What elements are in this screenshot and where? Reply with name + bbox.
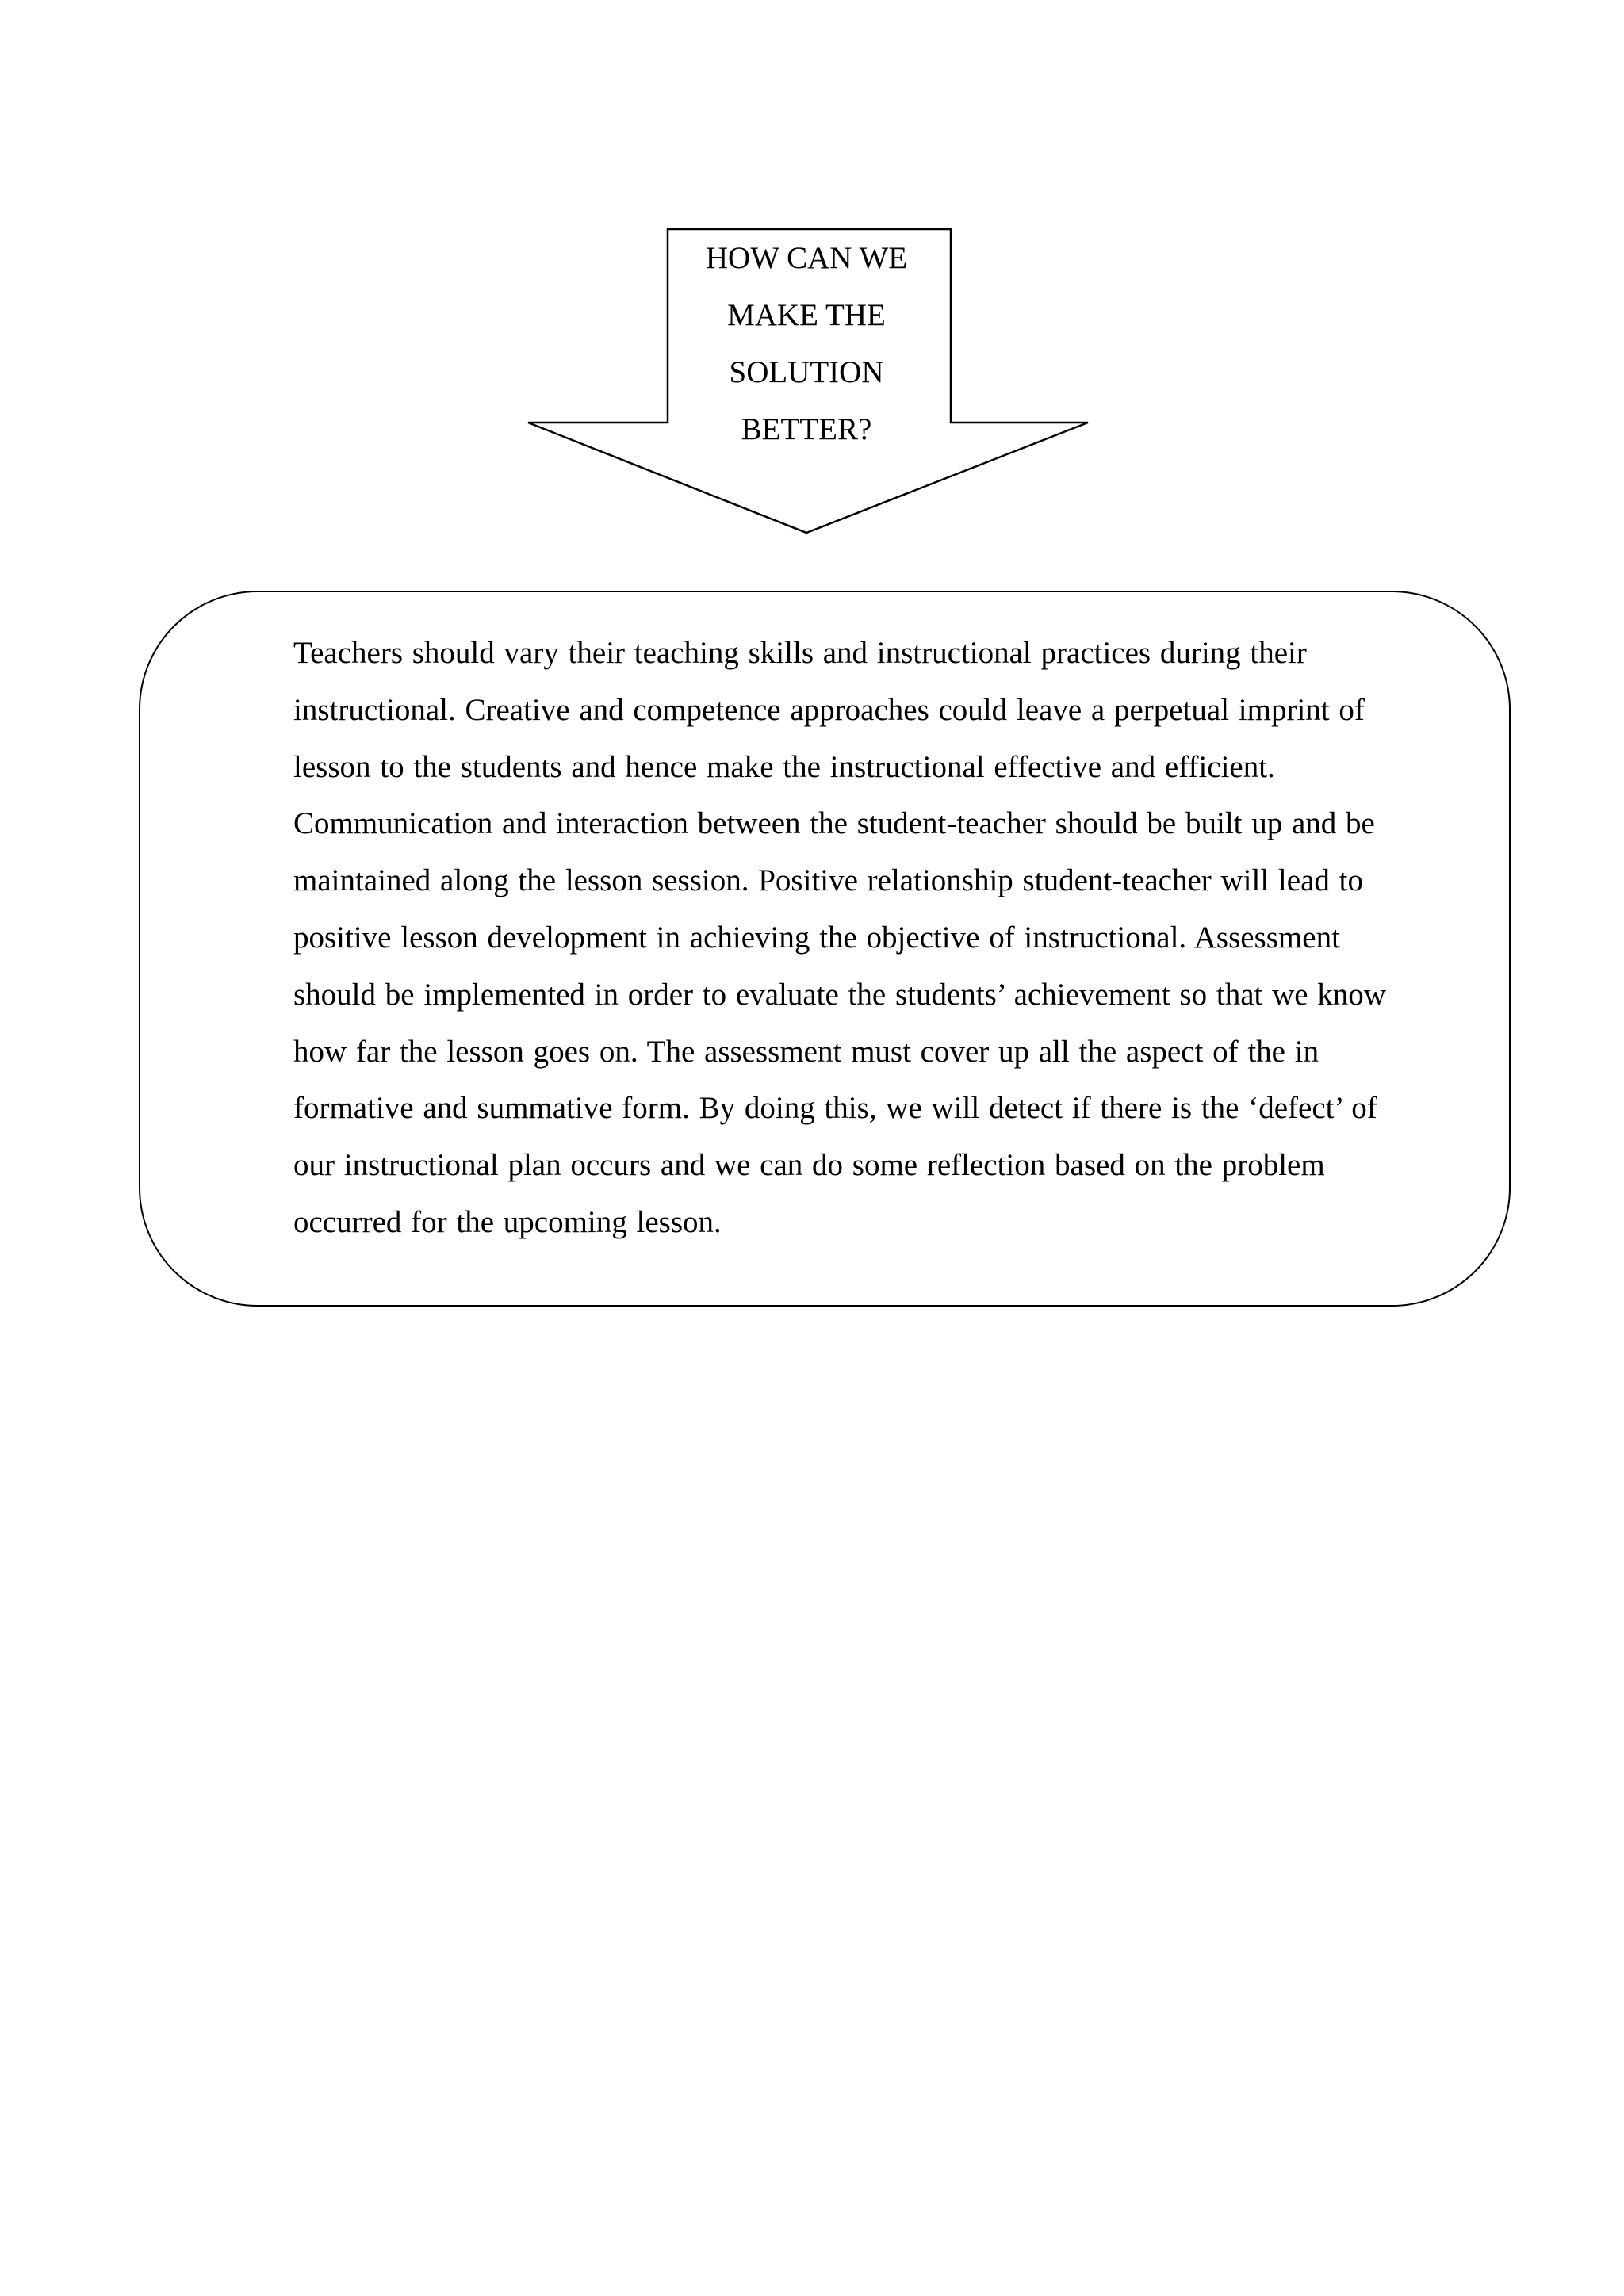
paragraph-line: our instructional plan occurs and we can do some reflection based on the problem (293, 1148, 1325, 1183)
paragraph-line: positive lesson development in achieving the objective of instructional. Assessment (293, 920, 1340, 955)
paragraph-line: instructional. Creative and competence approaches could leave a perpetual imprint of (293, 692, 1365, 727)
paragraph-line: how far the lesson goes on. The assessment must cover up all the aspect of the in (293, 1034, 1320, 1069)
paragraph-line: lesson to the students and hence make the instructional effective and efficient. (293, 749, 1275, 784)
paragraph-line: Teachers should vary their teaching skills and instructional practices during their (293, 636, 1307, 670)
paragraph-line: should be implemented in order to evaluate the students’ achievement so that we know (293, 977, 1386, 1012)
paragraph-line: Communication and interaction between the student-teacher should be built up and be (293, 806, 1375, 841)
arrow-label (668, 230, 945, 458)
box-paragraph (293, 625, 1435, 1251)
arrow-label-line: SOLUTION (729, 355, 884, 389)
arrow-label-line: BETTER? (741, 412, 872, 446)
arrow-label-line: MAKE THE (727, 298, 886, 332)
paragraph-line: formative and summative form. By doing this, we will detect if there is the ‘defect’ of (293, 1091, 1377, 1126)
paragraph-line: maintained along the lesson session. Positive relationship student-teacher will lead to (293, 863, 1363, 898)
paragraph-line: occurred for the upcoming lesson. (293, 1204, 722, 1239)
arrow-label-line: HOW CAN WE (705, 241, 908, 275)
